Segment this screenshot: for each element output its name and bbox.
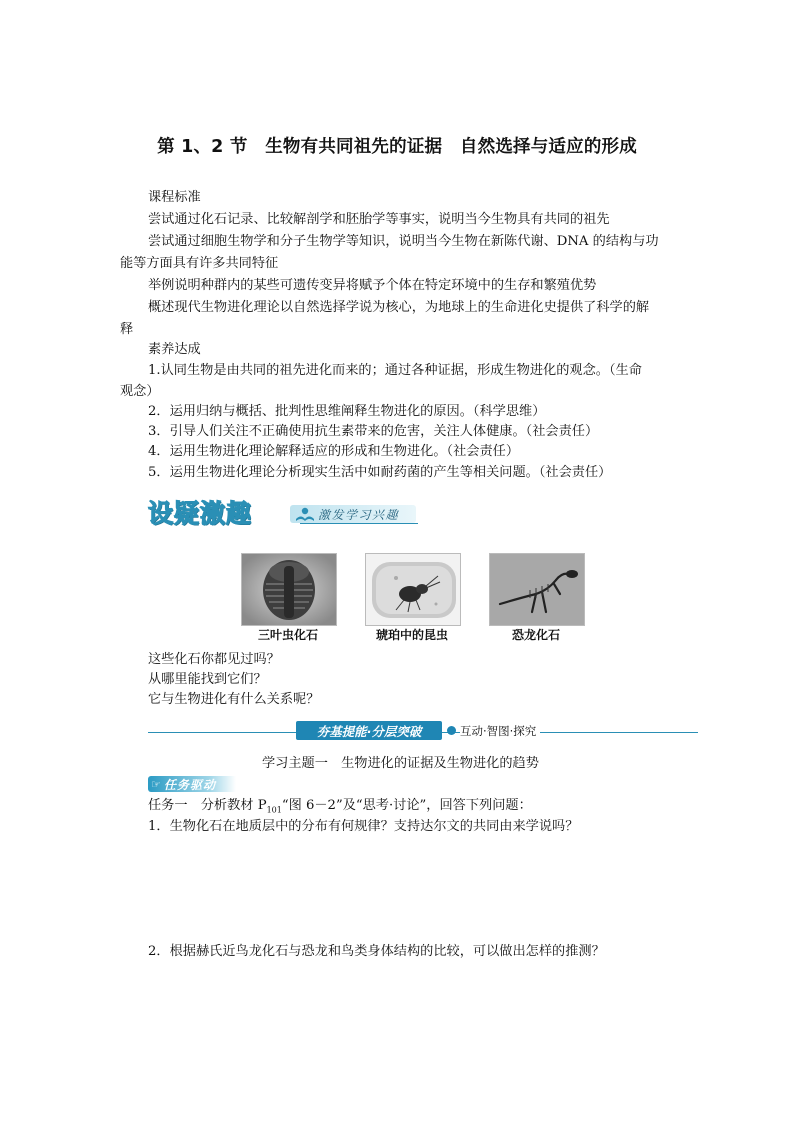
literacy-item: 4．运用生物进化理论解释适应的形成和生物进化。（社会责任） bbox=[148, 444, 520, 459]
intro-question: 这些化石你都见过吗？ bbox=[148, 652, 280, 667]
task-one-prefix: 任务一 分析教材 P bbox=[148, 798, 267, 813]
section-banner-intro bbox=[148, 492, 418, 530]
banner-main-box bbox=[296, 721, 442, 740]
dinosaur-fossil-image bbox=[489, 553, 585, 626]
banner-main-text: 设疑激趣 bbox=[148, 499, 253, 528]
dot-icon bbox=[447, 726, 456, 735]
task-one-page: 101 bbox=[266, 805, 282, 815]
pointer-icon: ☞ bbox=[151, 778, 161, 791]
curriculum-item: 释 bbox=[120, 322, 134, 337]
intro-question: 它与生物进化有什么关系呢？ bbox=[148, 692, 320, 707]
page-title: 第 1、2 节 生物有共同祖先的证据 自然选择与适应的形成 bbox=[157, 137, 637, 157]
banner-main-text: 夯基提能·分层突破 bbox=[316, 724, 422, 739]
literacy-heading: 素养达成 bbox=[148, 342, 201, 357]
banner-sub-text: 激发学习兴趣 bbox=[318, 508, 400, 522]
curriculum-item: 尝试通过细胞生物学和分子生物学等知识，说明当今生物在新陈代谢、DNA 的结构与功 bbox=[148, 234, 659, 249]
section-banner-practice bbox=[148, 721, 698, 741]
literacy-item: 2．运用归纳与概括、批判性思维阐释生物进化的原因。（科学思维） bbox=[148, 404, 546, 419]
task-drive-tag bbox=[148, 776, 236, 792]
curriculum-heading: 课程标准 bbox=[148, 190, 201, 205]
banner-sub-text: 互动·智图·探究 bbox=[460, 723, 540, 739]
banner-sub-tag bbox=[290, 505, 416, 525]
curriculum-item: 能等方面具有许多共同特征 bbox=[120, 256, 279, 271]
literacy-item: 观念） bbox=[120, 384, 160, 399]
curriculum-item: 举例说明种群内的某些可遗传变异将赋予个体在特定环境中的生存和繁殖优势 bbox=[148, 278, 597, 293]
fossil-caption: 恐龙化石 bbox=[511, 628, 560, 642]
task-one-suffix: “图 6－2”及“思考·讨论”，回答下列问题： bbox=[281, 798, 532, 813]
trilobite-fossil-image bbox=[241, 553, 337, 626]
book-icon bbox=[294, 505, 316, 523]
intro-question: 从哪里能找到它们？ bbox=[148, 672, 267, 687]
topic-heading: 学习主题一 生物进化的证据及生物进化的趋势 bbox=[262, 756, 539, 771]
amber-insect-image bbox=[365, 553, 461, 626]
curriculum-item: 尝试通过化石记录、比较解剖学和胚胎学等事实，说明当今生物具有共同的祖先 bbox=[148, 212, 610, 227]
fossil-caption: 三叶虫化石 bbox=[257, 628, 318, 642]
curriculum-item: 概述现代生物进化理论以自然选择学说为核心，为地球上的生命进化史提供了科学的解 bbox=[148, 300, 650, 315]
question-one: 1．生物化石在地质层中的分布有何规律？支持达尔文的共同由来学说吗？ bbox=[148, 819, 579, 834]
question-two: 2．根据赫氏近鸟龙化石与恐龙和鸟类身体结构的比较，可以做出怎样的推测？ bbox=[148, 944, 605, 959]
literacy-item: 1.认同生物是由共同的祖先进化而来的；通过各种证据，形成生物进化的观念。（生命 bbox=[148, 363, 642, 378]
task-tag-text: 任务驱动 bbox=[164, 778, 217, 792]
literacy-item: 5．运用生物进化理论分析现实生活中如耐药菌的产生等相关问题。（社会责任） bbox=[148, 465, 612, 480]
literacy-item: 3．引导人们关注不正确使用抗生素带来的危害，关注人体健康。（社会责任） bbox=[148, 424, 599, 439]
fossil-caption: 琥珀中的昆虫 bbox=[375, 628, 448, 642]
